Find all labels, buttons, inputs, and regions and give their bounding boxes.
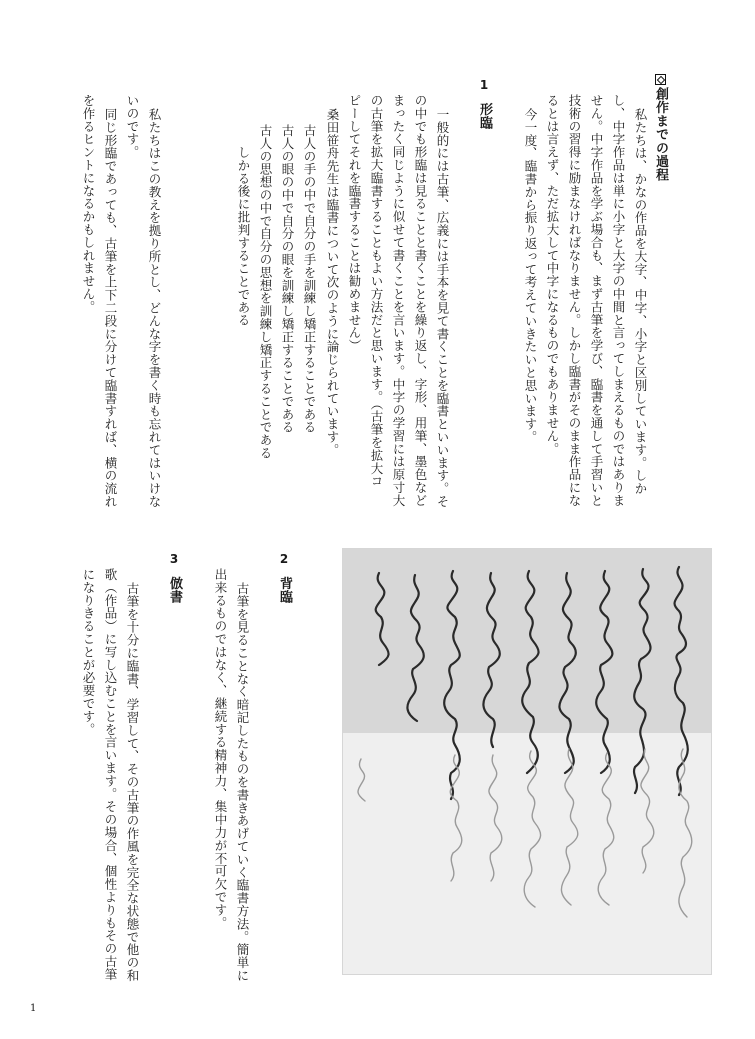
page-title: 創作までの過程 xyxy=(651,74,670,182)
square-bullet-icon xyxy=(655,74,666,85)
intro-paragraph-2: 今一度、臨書から振り返って考えていきたいと思います。 xyxy=(523,108,538,444)
section-1-paragraph-2: 桑田笹舟先生は臨書について次のように論じられています。 xyxy=(325,108,340,457)
section-1-paragraph-4: 同じ形臨であっても、古筆を上下二段に分けて臨書すれば、横の流れ を作るヒントになるかもしれません。 xyxy=(81,94,118,508)
section-3-paragraph-1: 古筆を十分に臨書、学習して、その古筆の作風を完全な状態で他の和 歌（作品）に写し込むことを言います。その場合、個性よりもその古筆 になりきることが必要です。 xyxy=(81,568,140,982)
kuwata-quote: 古人の手の中で自分の手を訓練し矯正することである 古人の眼の中で自分の眼を訓練し矯正することである 古人の思想の中で自分の思想を訓練し矯正することである しかる後に批判することである xyxy=(236,124,317,460)
section-1-paragraph-3: 私たちはこの教えを拠り所とし、どんな字を書く時も忘れてはいけな いのです。 xyxy=(125,94,162,508)
section-2-paragraph-1: 古筆を見ることなく暗記したものを書きあげていく臨書方法。簡単に 出来るものではなく、継続する精神力、集中力が不可欠です。 xyxy=(213,568,250,982)
section-3-heading: 3倣書 xyxy=(167,552,182,604)
calligraphy-strokes xyxy=(343,549,711,974)
section-1-heading: 1形臨 xyxy=(477,78,492,130)
kohitsu-calligraphy-image xyxy=(342,548,712,975)
intro-paragraph-1: 私たちは、かなの作品を大字、中字、小字と区別しています。しか し、中字作品は単に小字と大字の中間と言ってしまえるものではありま せん。中字作品を学ぶ場合も、まず古筆を学び、臨書を通して手習いと 技術の習得に励まなければなりません。しかし臨書がそのまま作品にな るとは言えず、ただ拡大して中字になるものでもありません。 xyxy=(545,94,648,507)
section-2-heading: 2背臨 xyxy=(277,552,292,604)
page-number: 1 xyxy=(30,1003,37,1014)
section-1-paragraph-1: 一般的には古筆、広義には手本を見て書くことを臨書といいます。そ の中でも形臨は見ることと書くことを繰り返し、字形、用筆、墨色など まったく同じように似せて書くことを言います。中字の学習には原寸大 の古筆を拡大臨書することもよい方法だと思います。（古筆を拡大コ ピーしてそれを臨書することは勧めません） xyxy=(347,94,450,508)
